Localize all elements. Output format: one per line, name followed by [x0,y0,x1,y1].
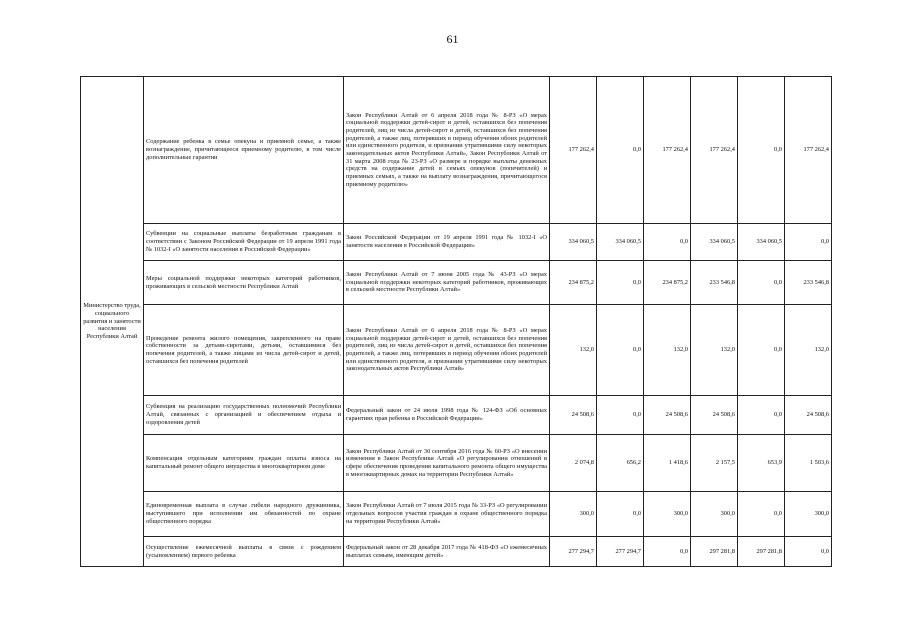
value-cell: 132,0 [550,305,597,396]
value-cell: 0,0 [738,305,785,396]
value-cell: 334 060,5 [738,224,785,261]
value-cell: 297 281,8 [691,537,738,567]
measure-cell: Субвенции на социальные выплаты безработным гражданам в соответствии с Законом Российской Федерации от 19 апреля 1991 года № 1032-I «О занятости населения в Российской Федерации» [144,224,344,261]
measure-cell: Содержание ребенка в семье опекуна и приемной семье, а также вознаграждение, причитающееся приемному родителю, в том числе дополнительные гарантии [144,77,344,224]
law-cell: Закон Республики Алтай от 6 апреля 2018 года № 8-РЗ «О мерах социальной поддержки детей-сирот и детей, оставшихся без попечения родителей, лиц из числа детей-сирот и детей, оставшихся без попечения родителей, а также лиц, потерявших в период обучения обоих родителей или единственного родителя, и признании утратившими силу некоторых законодательных актов Республики Алтай», Закон Республики Алтай от 31 марта 2008 года № 23-РЗ «О размере и порядке выплаты денежных средств на содержание детей в семьях опекунов (попечителей) и приемных семьях, а также на выплату вознаграждения, причитающегося приемному родителю» [344,77,550,224]
law-cell: Федеральный закон от 28 декабря 2017 года № 418-ФЗ «О ежемесячных выплатах семьям, имеющим детей» [344,537,550,567]
value-cell: 656,2 [597,435,644,492]
measure-cell: Меры социальной поддержки некоторых категорий работников, проживающих в сельской местности Республики Алтай [144,261,344,305]
measure-cell: Компенсация отдельным категориям граждан оплаты взноса на капитальный ремонт общего имущества в многоквартирном доме [144,435,344,492]
value-cell: 234 875,2 [550,261,597,305]
value-cell: 24 508,6 [644,396,691,435]
value-cell: 132,0 [691,305,738,396]
law-cell: Закон Российской Федерации от 19 апреля 1991 года № 1032-I «О занятости населения в Российской Федерации» [344,224,550,261]
value-cell: 0,0 [738,261,785,305]
law-cell: Закон Республики Алтай от 7 июня 2005 года № 43-РЗ «О мерах социальной поддержки некоторых категорий работников, проживающих в сельской местности Республики Алтай» [344,261,550,305]
value-cell: 334 060,5 [550,224,597,261]
value-cell: 334 060,5 [597,224,644,261]
value-cell: 233 546,8 [785,261,832,305]
value-cell: 0,0 [738,396,785,435]
value-cell: 0,0 [597,261,644,305]
value-cell: 277 294,7 [550,537,597,567]
value-cell: 300,0 [550,492,597,537]
page-number: 61 [446,32,459,46]
value-cell: 0,0 [597,492,644,537]
table-row [81,77,832,224]
law-cell: Закон Республики Алтай от 6 апреля 2018 года № 8-РЗ «О мерах социальной поддержки детей-сирот и детей, оставшихся без попечения родителей, лиц из числа детей-сирот и детей, оставшихся без попечения родителей, а также лиц, потерявших в период обучения обоих родителей или единственного родителя, и признании утратившими силу некоторых законодательных актов Республики Алтай» [344,305,550,396]
value-cell: 233 546,8 [691,261,738,305]
value-cell: 0,0 [738,492,785,537]
value-cell: 24 508,6 [550,396,597,435]
value-cell: 1 503,6 [785,435,832,492]
value-cell: 132,0 [785,305,832,396]
value-cell: 297 281,8 [738,537,785,567]
value-cell: 0,0 [597,396,644,435]
value-cell: 177 262,4 [644,77,691,224]
measure-cell: Проведение ремонта жилого помещения, закрепленного на праве собственности за детьми-сиротами, детьми, оставшимися без попечения родителей, а также лицами из числа детей-сирот и детей, оставшихся без попечения родителей [144,305,344,396]
value-cell: 0,0 [785,224,832,261]
measure-cell: Субвенция на реализацию государственных полномочий Республики Алтай, связанных с организацией и обеспечением отдыха и оздоровления детей [144,396,344,435]
value-cell: 132,0 [644,305,691,396]
table-row [81,492,832,537]
table-row [81,305,832,396]
value-cell: 0,0 [597,305,644,396]
ministry-cell: Министерство труда, социального развития и занятости населения Республики Алтай [81,77,144,567]
value-cell: 0,0 [738,77,785,224]
value-cell: 300,0 [691,492,738,537]
value-cell: 300,0 [785,492,832,537]
value-cell: 0,0 [644,537,691,567]
value-cell: 1 418,6 [644,435,691,492]
value-cell: 2 157,5 [691,435,738,492]
table-row [81,396,832,435]
value-cell: 234 875,2 [644,261,691,305]
value-cell: 277 294,7 [597,537,644,567]
law-cell: Федеральный закон от 24 июля 1998 года № 124-ФЗ «Об основных гарантиях прав ребенка в Российской Федерации» [344,396,550,435]
table-row [81,435,832,492]
budget-table [80,76,832,567]
value-cell: 177 262,4 [550,77,597,224]
value-cell: 334 060,5 [691,224,738,261]
value-cell: 177 262,4 [785,77,832,224]
value-cell: 0,0 [597,77,644,224]
value-cell: 300,0 [644,492,691,537]
value-cell: 24 508,6 [785,396,832,435]
table-row [81,261,832,305]
value-cell: 24 508,6 [691,396,738,435]
measure-cell: Единовременная выплата в случае гибели народного дружинника, выступившего при исполнении им обязанностей по охране общественного порядка [144,492,344,537]
table-row [81,224,832,261]
law-cell: Закон Республики Алтай от 7 июля 2015 года № 33-РЗ «О регулировании отдельных вопросов участия граждан в охране общественного порядка на территории Республики Алтай» [344,492,550,537]
value-cell: 0,0 [644,224,691,261]
value-cell: 0,0 [785,537,832,567]
table-row [81,537,832,567]
value-cell: 2 074,8 [550,435,597,492]
value-cell: 177 262,4 [691,77,738,224]
value-cell: 653,9 [738,435,785,492]
law-cell: Закон Республики Алтай от 30 сентября 2016 года № 60-РЗ «О внесении изменения в Закон Республики Алтай «О регулировании отношений в сфере обеспечения проведения капитального ремонта общего имущества в многоквартирных домах на территории Республики Алтай» [344,435,550,492]
measure-cell: Осуществление ежемесячной выплаты в связи с рождением (усыновлением) первого ребенка [144,537,344,567]
